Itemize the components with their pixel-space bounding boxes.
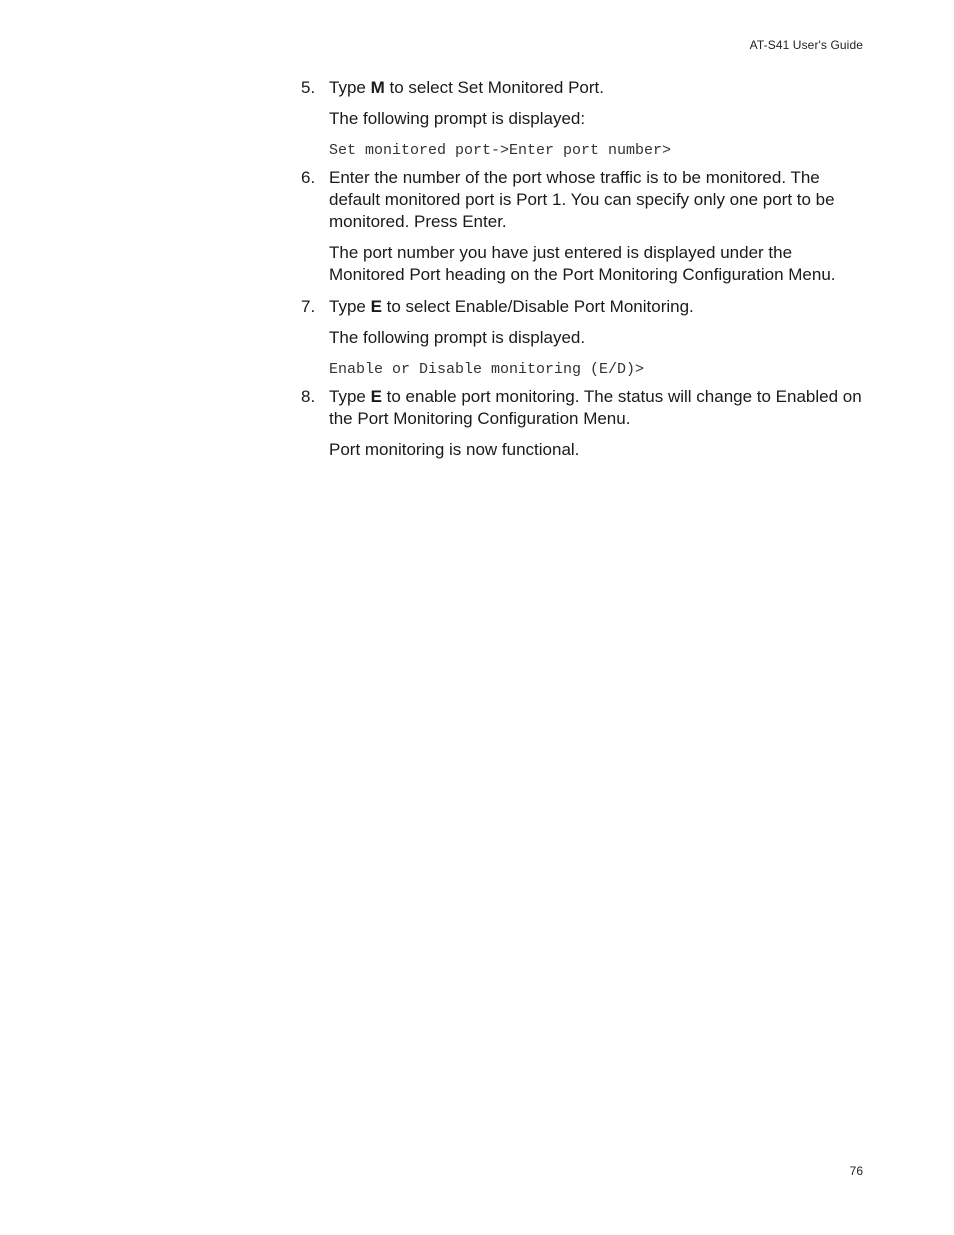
- step-text: Enter the number of the port whose traffic is to be monitored. The default monitored port is Port 1. You can specify only one port to be monitored. Press Enter.: [329, 168, 835, 231]
- step-text-after: to enable port monitoring. The status will change to Enabled on the Port Monitoring Configuration Menu.: [329, 387, 862, 428]
- step-6-followup: The port number you have just entered is displayed under the Monitored Port heading on the Port Monitoring Configuration Menu.: [329, 243, 836, 284]
- step-text-before: Type: [329, 387, 371, 406]
- step-text-after: to select Enable/Disable Port Monitoring.: [381, 297, 694, 316]
- step-number: 6.: [301, 168, 316, 187]
- step-number: 5.: [301, 78, 316, 97]
- step-text-before: Type: [329, 297, 371, 316]
- step-7-prompt-code: Enable or Disable monitoring (E/D)>: [329, 361, 645, 378]
- step-number: 7.: [301, 297, 316, 316]
- step-8: [300, 386, 865, 430]
- procedure-steps: [300, 77, 865, 461]
- step-key: E: [370, 297, 382, 316]
- step-7: [300, 296, 865, 318]
- step-5-followup: The following prompt is displayed:: [329, 109, 586, 128]
- step-number: 8.: [301, 387, 316, 406]
- step-7-followup: The following prompt is displayed.: [329, 328, 586, 347]
- step-key: M: [370, 78, 385, 97]
- step-text-before: Type: [329, 78, 371, 97]
- step-6: [300, 167, 865, 233]
- running-header: AT-S41 User's Guide: [749, 38, 863, 52]
- step-text-after: to select Set Monitored Port.: [384, 78, 604, 97]
- step-5: [300, 77, 865, 99]
- step-8-followup: Port monitoring is now functional.: [329, 440, 580, 459]
- step-key: E: [370, 387, 382, 406]
- page-number: 76: [849, 1164, 863, 1178]
- step-5-prompt-code: Set monitored port->Enter port number>: [329, 142, 672, 159]
